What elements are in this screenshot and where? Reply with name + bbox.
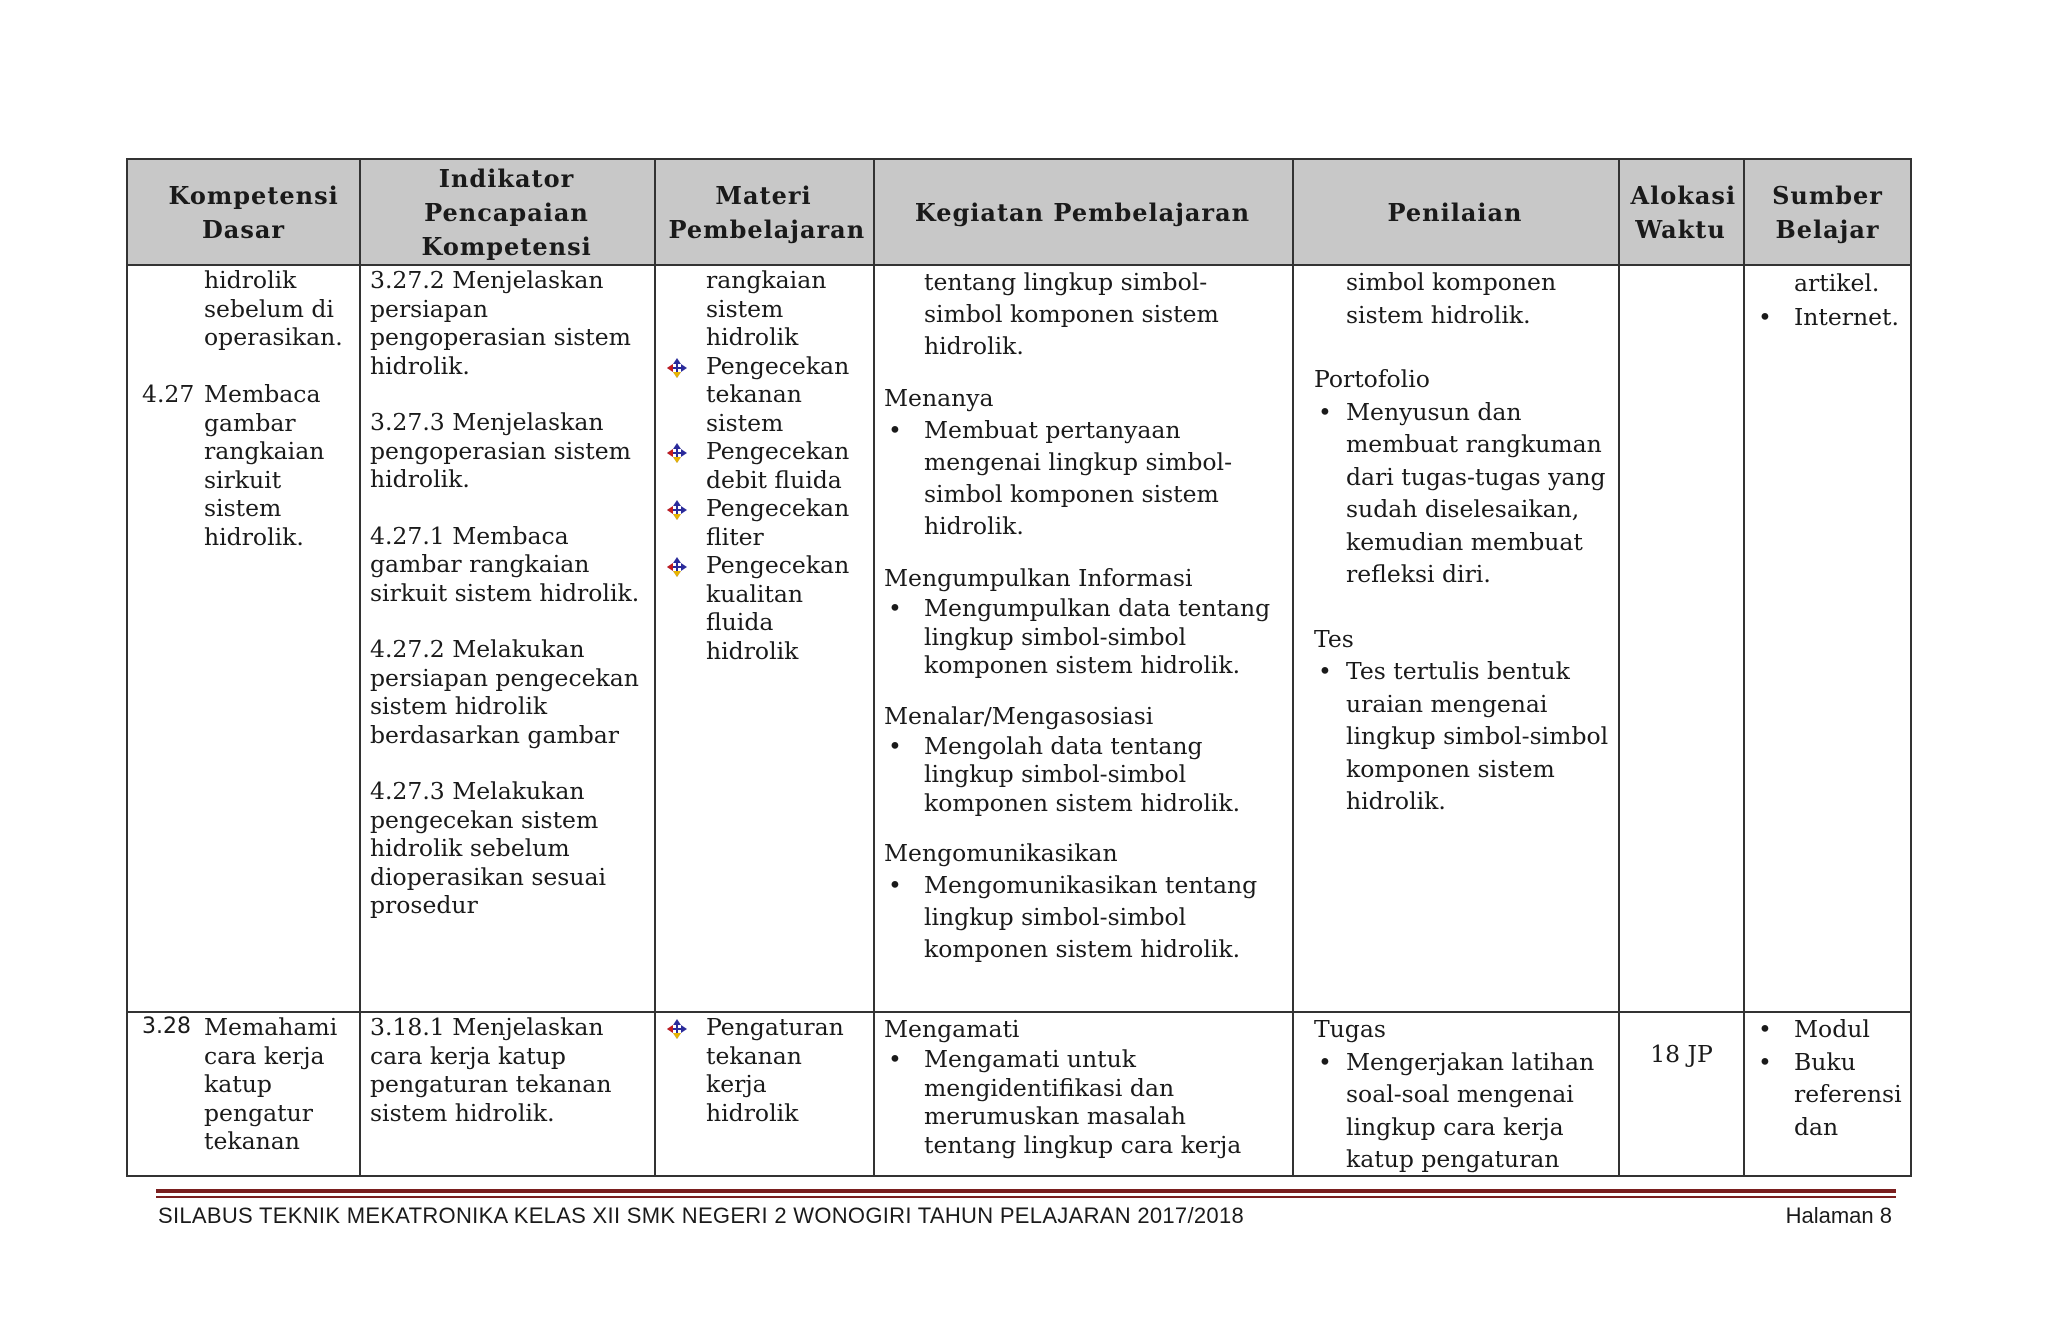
col-divider — [1292, 160, 1294, 1175]
kegiatan-title: Menalar/Mengasosiasi — [884, 701, 1154, 730]
penilaian-title: Tugas — [1314, 1015, 1386, 1043]
kd-number: 3.28 — [142, 1014, 191, 1039]
page-number: Halaman 8 — [1785, 1203, 1892, 1228]
kegiatan-section — [884, 1013, 1284, 1159]
kegiatan-section — [884, 700, 1284, 818]
ipk-item: 4.27.2 Melakukan persiapan pengecekan sistem hidrolik berdasarkan gambar — [370, 635, 639, 749]
ipk-item: 3.27.3 Menjelaskan pengoperasian sistem hidrolik. — [370, 408, 631, 493]
kegiatan-section — [884, 562, 1284, 680]
sumber-item: • Modul — [1754, 1013, 1904, 1046]
kegiatan-section — [884, 382, 1284, 542]
kegiatan-continuation: tentang lingkup simbol-simbol komponen sistem hidrolik. — [924, 268, 1219, 360]
four-way-arrow-icon — [666, 1018, 688, 1040]
col-divider — [654, 160, 656, 1175]
ipk-list — [370, 266, 648, 948]
sumber-list — [1754, 1013, 1904, 1143]
penilaian-continuation: simbol komponen sistem hidrolik. — [1346, 268, 1557, 329]
footer-rule — [156, 1196, 1896, 1198]
col-divider — [1618, 160, 1620, 1175]
kegiatan-item: • Mengumpulkan data tentang lingkup simbol-simbol komponen sistem hidrolik. — [884, 594, 1284, 680]
kd-text: Membaca gambar rangkaian sirkuit sistem hidrolik. — [204, 380, 325, 551]
ipk-item: 3.18.1 Menjelaskan cara kerja katup pengaturan tekanan sistem hidrolik. — [370, 1013, 612, 1127]
col-divider — [873, 160, 875, 1175]
materi-continuation: rangkaian sistem hidrolik — [706, 266, 827, 351]
kegiatan-item: • Mengolah data tentang lingkup simbol-simbol komponen sistem hidrolik. — [884, 732, 1284, 818]
kegiatan-title: Mengomunikasikan — [884, 839, 1118, 867]
ipk-item: 4.27.1 Membaca gambar rangkaian sirkuit sistem hidrolik. — [370, 521, 640, 607]
penilaian-list — [1314, 266, 1609, 818]
kd-continuation: hidrolik sebelum di operasikan. — [204, 266, 343, 351]
sumber-item: • Buku referensi dan — [1754, 1046, 1904, 1144]
header-penilaian: Penilaian — [1387, 198, 1523, 227]
col-divider — [359, 160, 361, 1175]
penilaian-title: Portofolio — [1314, 365, 1430, 393]
sumber-continuation: artikel. — [1794, 269, 1880, 297]
four-way-arrow-icon — [666, 499, 688, 521]
penilaian-title: Tes — [1314, 624, 1354, 653]
kegiatan-title: Mengumpulkan Informasi — [884, 564, 1193, 592]
sumber-item: • Internet. — [1754, 300, 1904, 334]
penilaian-section — [1314, 623, 1609, 818]
kegiatan-title: Mengamati — [884, 1015, 1020, 1043]
sumber-list — [1754, 266, 1904, 334]
header-materi: Materi Pembelajaran — [668, 181, 866, 244]
materi-list — [658, 266, 868, 665]
materi-item: Pengaturan tekanan kerja hidrolik — [658, 1013, 846, 1127]
four-way-arrow-icon — [666, 556, 688, 578]
materi-item: Pengecekan fliter — [658, 494, 846, 551]
penilaian-item: • Tes tertulis bentuk uraian mengenai lingkup simbol-simbol komponen sistem hidrolik. — [1314, 655, 1609, 818]
header-kompetensi-dasar: Kompetensi Dasar — [168, 181, 339, 244]
footer-rule — [156, 1189, 1896, 1193]
col-divider — [1743, 160, 1745, 1175]
materi-list — [658, 1013, 868, 1127]
kd-number: 4.27 — [142, 380, 195, 408]
materi-item: Pengecekan kualitan fluida hidrolik — [658, 551, 846, 665]
kegiatan-title: Menanya — [884, 384, 994, 412]
header-kegiatan: Kegiatan Pembelajaran — [914, 198, 1251, 227]
ipk-item: 3.27.2 Menjelaskan persiapan pengoperasian sistem hidrolik. — [370, 266, 631, 380]
header-sumber: Sumber Belajar — [1772, 181, 1883, 244]
kegiatan-item: • Mengomunikasikan tentang lingkup simbol-simbol komponen sistem hidrolik. — [884, 869, 1284, 965]
penilaian-item: • Mengerjakan latihan soal-soal mengenai lingkup cara kerja katup pengaturan — [1314, 1046, 1609, 1176]
header-alokasi: Alokasi Waktu — [1630, 181, 1737, 244]
materi-item: Pengecekan debit fluida — [658, 437, 846, 494]
ipk-item: 4.27.3 Melakukan pengecekan sistem hidrolik sebelum dioperasikan sesuai prosedur — [370, 777, 607, 919]
penilaian-item: • Menyusun dan membuat rangkuman dari tugas-tugas yang sudah diselesaikan, kemudian membuat refleksi diri. — [1314, 396, 1609, 591]
kd-text: Memahami cara kerja katup pengatur tekanan — [204, 1013, 338, 1155]
header-indikator: Indikator Pencapaian Kompetensi — [421, 164, 592, 261]
four-way-arrow-icon — [666, 442, 688, 464]
penilaian-section — [1314, 363, 1609, 591]
kegiatan-section — [884, 837, 1284, 965]
footer-title: SILABUS TEKNIK MEKATRONIKA KELAS XII SMK NEGERI 2 WONOGIRI TAHUN PELAJARAN 2017/2018 — [158, 1203, 1245, 1228]
syllabus-table — [126, 158, 1912, 1177]
alokasi-value: 18 JP — [1650, 1040, 1713, 1068]
four-way-arrow-icon — [666, 357, 688, 379]
kegiatan-item: • Mengamati untuk mengidentifikasi dan merumuskan masalah tentang lingkup cara kerja — [884, 1045, 1284, 1159]
materi-item: Pengecekan tekanan sistem — [658, 352, 846, 438]
penilaian-section — [1314, 1013, 1609, 1176]
kegiatan-item: • Membuat pertanyaan mengenai lingkup simbol-simbol komponen sistem hidrolik. — [884, 414, 1284, 542]
kegiatan-list — [884, 266, 1284, 965]
